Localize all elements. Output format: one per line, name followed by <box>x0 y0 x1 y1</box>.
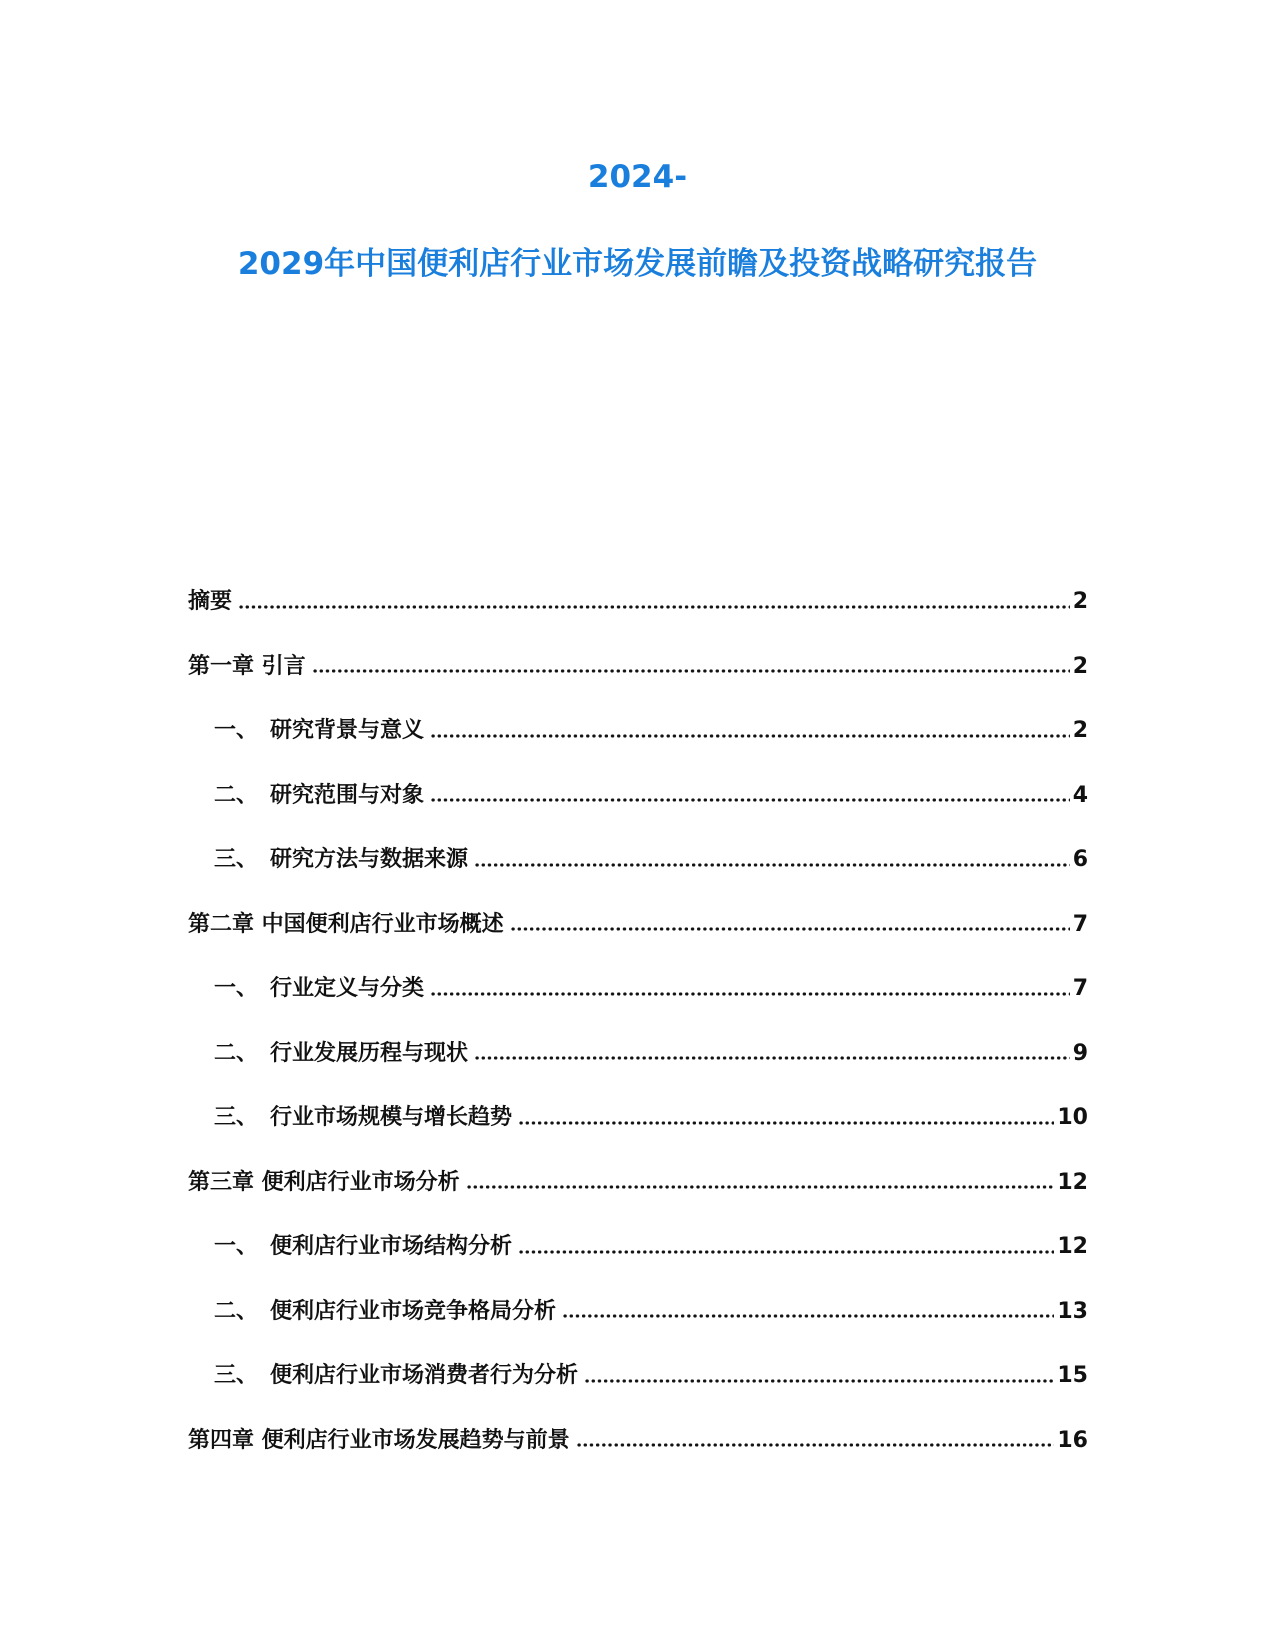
toc-entry-number: 一、 <box>214 1234 259 1259</box>
toc-entry[interactable] <box>188 1038 1088 1103</box>
toc-entry[interactable] <box>188 715 1088 780</box>
report-title-line-2: 2029年中国便利店行业市场发展前瞻及投资战略研究报告 <box>237 246 1038 282</box>
toc-dot-leader <box>466 1167 1055 1191</box>
toc-entry[interactable] <box>188 973 1088 1038</box>
toc-entry[interactable] <box>188 844 1088 909</box>
toc-page-number: 4 <box>1072 782 1088 808</box>
toc-page-number: 9 <box>1072 1040 1088 1066</box>
toc-page-number: 12 <box>1057 1234 1088 1259</box>
toc-page-number: 16 <box>1057 1427 1088 1453</box>
toc-entry-label: 研究范围与对象 <box>270 782 425 808</box>
toc-entry-label: 第三章 便利店行业市场分析 <box>188 1169 460 1195</box>
toc-dot-leader <box>430 780 1070 804</box>
toc-dot-leader <box>584 1360 1054 1384</box>
toc-entry-label: 第一章 引言 <box>188 653 306 679</box>
toc-entry-number: 三、 <box>214 1363 259 1388</box>
toc-dot-leader <box>474 844 1070 868</box>
toc-entry[interactable] <box>188 1231 1088 1296</box>
table-of-contents <box>188 586 1088 1489</box>
toc-entry-number: 一、 <box>214 718 259 743</box>
toc-entry-label: 研究背景与意义 <box>270 718 425 743</box>
toc-entry-label: 行业市场规模与增长趋势 <box>270 1105 513 1130</box>
toc-entry-number: 三、 <box>214 1105 259 1130</box>
toc-page-number: 7 <box>1072 911 1088 937</box>
toc-entry-label: 研究方法与数据来源 <box>270 847 469 872</box>
toc-dot-leader <box>238 586 1070 610</box>
toc-dot-leader <box>430 973 1070 997</box>
toc-page-number: 13 <box>1057 1298 1088 1324</box>
toc-entry-number: 二、 <box>214 1040 259 1066</box>
toc-entry[interactable] <box>188 1360 1088 1425</box>
toc-page-number: 6 <box>1072 847 1088 872</box>
toc-page-number: 12 <box>1057 1169 1088 1195</box>
toc-dot-leader <box>562 1296 1054 1320</box>
toc-entry[interactable] <box>188 586 1088 651</box>
toc-entry-label: 行业发展历程与现状 <box>270 1040 469 1066</box>
toc-page-number: 7 <box>1072 976 1088 1001</box>
toc-entry-label: 行业定义与分类 <box>270 976 425 1001</box>
toc-dot-leader <box>430 715 1070 739</box>
toc-entry-number: 二、 <box>214 782 259 808</box>
toc-dot-leader <box>576 1425 1055 1449</box>
toc-entry[interactable] <box>188 1296 1088 1361</box>
toc-page-number: 15 <box>1057 1363 1088 1388</box>
toc-dot-leader <box>518 1231 1054 1255</box>
toc-entry-label: 便利店行业市场消费者行为分析 <box>270 1363 579 1388</box>
toc-entry[interactable] <box>188 909 1088 974</box>
toc-entry-label: 第四章 便利店行业市场发展趋势与前景 <box>188 1427 570 1453</box>
report-title-line-1: 2024- <box>587 159 688 195</box>
toc-page-number: 2 <box>1072 653 1088 679</box>
toc-entry-label: 便利店行业市场结构分析 <box>270 1234 513 1259</box>
toc-entry[interactable] <box>188 651 1088 716</box>
toc-entry[interactable] <box>188 780 1088 845</box>
toc-entry[interactable] <box>188 1167 1088 1232</box>
toc-page-number: 10 <box>1057 1105 1088 1130</box>
toc-entry[interactable] <box>188 1102 1088 1167</box>
toc-entry-label: 摘要 <box>188 589 233 614</box>
toc-dot-leader <box>474 1038 1070 1062</box>
toc-dot-leader <box>510 909 1070 933</box>
toc-entry-label: 第二章 中国便利店行业市场概述 <box>188 911 504 937</box>
toc-page-number: 2 <box>1072 718 1088 743</box>
toc-entry-number: 二、 <box>214 1298 259 1324</box>
toc-dot-leader <box>312 651 1070 675</box>
toc-entry-number: 一、 <box>214 976 259 1001</box>
toc-entry[interactable] <box>188 1425 1088 1490</box>
toc-entry-number: 三、 <box>214 847 259 872</box>
toc-page-number: 2 <box>1072 589 1088 614</box>
toc-dot-leader <box>518 1102 1054 1126</box>
toc-entry-label: 便利店行业市场竞争格局分析 <box>270 1298 557 1324</box>
